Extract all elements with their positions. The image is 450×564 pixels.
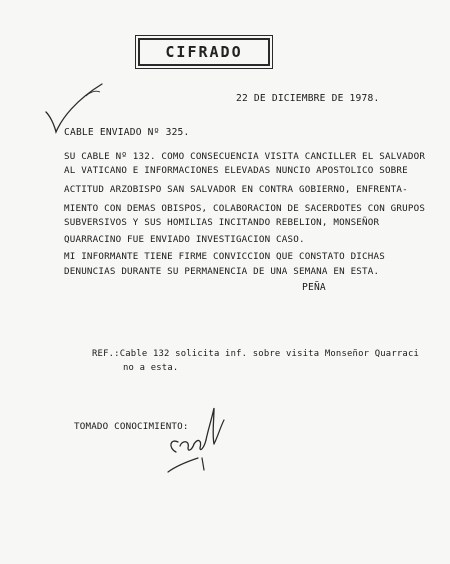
reference-note-line: REF.:Cable 132 solicita inf. sobre visita Monseñor Quarraci xyxy=(92,349,420,359)
document-date: 22 DE DICIEMBRE DE 1978. xyxy=(236,93,380,104)
body-line: MIENTO CON DEMAS OBISPOS, COLABORACION DE SACERDOTES CON GRUPOS xyxy=(64,203,426,214)
body-line: QUARRACINO FUE ENVIADO INVESTIGACION CASO. xyxy=(64,234,305,245)
handwritten-signature xyxy=(164,400,234,480)
body-line: ACTITUD ARZOBISPO SAN SALVADOR EN CONTRA GOBIERNO, ENFRENTA- xyxy=(64,184,408,195)
acknowledged-label: TOMADO CONOCIMIENTO: xyxy=(74,421,189,432)
signer-name: PEÑA xyxy=(302,282,326,293)
body-line: MI INFORMANTE TIENE FIRME CONVICCION QUE CONSTATO DICHAS xyxy=(64,251,385,262)
body-line: SU CABLE Nº 132. COMO CONSECUENCIA VISITA CANCILLER EL SALVADOR xyxy=(64,151,426,162)
body-line: SUBVERSIVOS Y SUS HOMILIAS INCITANDO REBELION, MONSEÑOR xyxy=(64,217,380,228)
body-line: AL VATICANO E INFORMACIONES ELEVADAS NUNCIO APOSTOLICO SOBRE xyxy=(64,165,408,176)
body-line: DENUNCIAS DURANTE SU PERMANENCIA DE UNA SEMANA EN ESTA. xyxy=(64,266,380,277)
cifrado-stamp: CIFRADO xyxy=(138,38,270,66)
reference-note-line: no a esta. xyxy=(123,363,179,373)
cable-reference: CABLE ENVIADO Nº 325. xyxy=(64,127,190,138)
